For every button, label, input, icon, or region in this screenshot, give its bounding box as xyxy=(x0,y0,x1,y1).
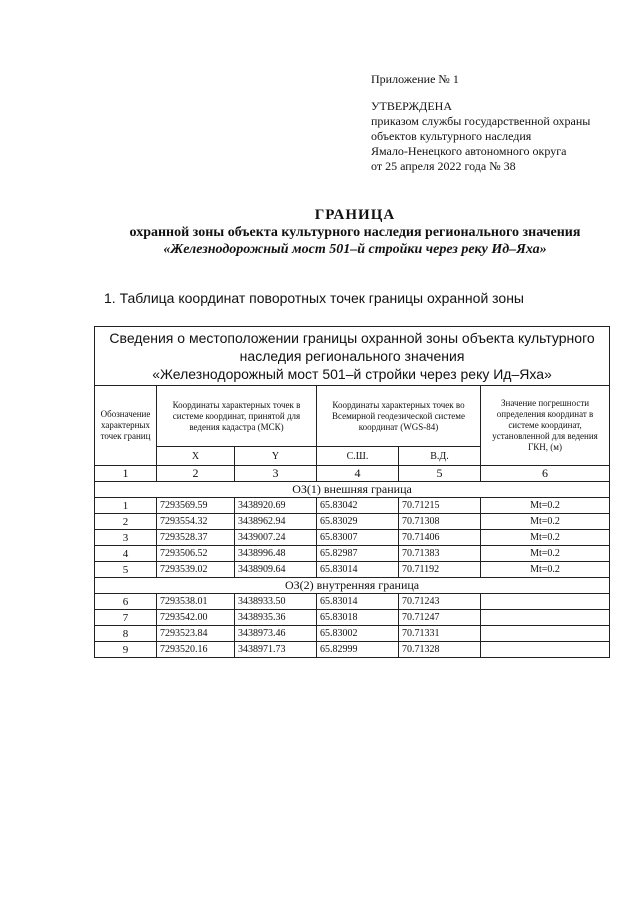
x-coordinate-cell: 7293506.52 xyxy=(157,546,235,562)
table-row xyxy=(95,498,610,514)
longitude-cell: 70.71243 xyxy=(399,594,481,610)
error-cell: Mt=0.2 xyxy=(481,562,610,578)
annex-label: Приложение № 1 xyxy=(371,72,459,86)
error-cell xyxy=(481,610,610,626)
longitude-cell: 70.71247 xyxy=(399,610,481,626)
latitude-cell: 65.82987 xyxy=(317,546,399,562)
y-coordinate-cell: 3438973.46 xyxy=(235,626,317,642)
column-number: 6 xyxy=(481,466,610,482)
error-cell xyxy=(481,642,610,658)
zone-label: ОЗ(1) внешняя граница xyxy=(95,482,610,498)
y-coordinate-cell: 3438909.64 xyxy=(235,562,317,578)
table-row xyxy=(95,514,610,530)
table-row xyxy=(95,642,610,658)
point-id-cell: 2 xyxy=(95,514,157,530)
point-id-cell: 1 xyxy=(95,498,157,514)
table-caption-line: наследия регионального значения xyxy=(239,348,465,364)
x-coordinate-cell: 7293523.84 xyxy=(157,626,235,642)
error-cell: Mt=0.2 xyxy=(481,498,610,514)
point-id-cell: 5 xyxy=(95,562,157,578)
approved-label: УТВЕРЖДЕНА xyxy=(371,99,453,113)
error-cell: Mt=0.2 xyxy=(481,514,610,530)
table-row xyxy=(95,610,610,626)
subheader-x: X xyxy=(157,447,235,466)
point-id-cell: 9 xyxy=(95,642,157,658)
error-cell: Mt=0.2 xyxy=(481,530,610,546)
point-id-cell: 8 xyxy=(95,626,157,642)
longitude-cell: 70.71308 xyxy=(399,514,481,530)
section-heading: 1. Таблица координат поворотных точек границы охранной зоны xyxy=(104,290,524,306)
table-caption-line: «Железнодорожный мост 501–й стройки через реку Ид–Яха» xyxy=(152,366,552,382)
longitude-cell: 70.71328 xyxy=(399,642,481,658)
x-coordinate-cell: 7293528.37 xyxy=(157,530,235,546)
coordinates-table xyxy=(94,326,610,658)
x-coordinate-cell: 7293538.01 xyxy=(157,594,235,610)
title-main: ГРАНИЦА xyxy=(314,207,396,223)
latitude-cell: 65.83029 xyxy=(317,514,399,530)
point-id-cell: 4 xyxy=(95,546,157,562)
approval-line: Ямало-Ненецкого автономного округа xyxy=(371,144,567,158)
point-id-cell: 6 xyxy=(95,594,157,610)
table-row xyxy=(95,594,610,610)
header-msk-coordinates: Координаты характерных точек в системе координат, принятой для ведения кадастра (МСК) xyxy=(157,386,317,447)
y-coordinate-cell: 3438933.50 xyxy=(235,594,317,610)
column-number: 1 xyxy=(95,466,157,482)
header-error-value: Значение погрешности определения координат в системе координат, установленной для ведения ГКН, (м) xyxy=(481,386,610,466)
title-object-name: «Железнодорожный мост 501–й стройки через реку Ид–Яха» xyxy=(163,242,547,257)
column-number: 2 xyxy=(157,466,235,482)
zone-row xyxy=(95,578,610,594)
point-id-cell: 3 xyxy=(95,530,157,546)
longitude-cell: 70.71192 xyxy=(399,562,481,578)
subheader-latitude: С.Ш. xyxy=(317,447,399,466)
approval-block xyxy=(371,72,621,174)
table-row xyxy=(95,562,610,578)
longitude-cell: 70.71406 xyxy=(399,530,481,546)
latitude-cell: 65.83014 xyxy=(317,562,399,578)
latitude-cell: 65.82999 xyxy=(317,642,399,658)
header-point-designation: Обозначение характерных точек границ xyxy=(95,386,157,466)
table-caption-line: Сведения о местоположении границы охранной зоны объекта культурного xyxy=(109,330,595,346)
y-coordinate-cell: 3438962.94 xyxy=(235,514,317,530)
longitude-cell: 70.71383 xyxy=(399,546,481,562)
latitude-cell: 65.83002 xyxy=(317,626,399,642)
x-coordinate-cell: 7293554.32 xyxy=(157,514,235,530)
y-coordinate-cell: 3438971.73 xyxy=(235,642,317,658)
error-cell xyxy=(481,626,610,642)
y-coordinate-cell: 3438920.69 xyxy=(235,498,317,514)
column-number-row xyxy=(95,466,610,482)
zone-label: ОЗ(2) внутренняя граница xyxy=(95,578,610,594)
document-title xyxy=(60,206,640,258)
point-id-cell: 7 xyxy=(95,610,157,626)
header-wgs-coordinates: Координаты характерных точек во Всемирной геодезической системе координат (WGS-84) xyxy=(317,386,481,447)
title-subtitle: охранной зоны объекта культурного наследия регионального значения xyxy=(129,225,581,240)
longitude-cell: 70.71215 xyxy=(399,498,481,514)
subheader-longitude: В.Д. xyxy=(399,447,481,466)
x-coordinate-cell: 7293539.02 xyxy=(157,562,235,578)
latitude-cell: 65.83042 xyxy=(317,498,399,514)
error-cell: Mt=0.2 xyxy=(481,546,610,562)
table-row xyxy=(95,546,610,562)
latitude-cell: 65.83018 xyxy=(317,610,399,626)
x-coordinate-cell: 7293520.16 xyxy=(157,642,235,658)
approval-line: объектов культурного наследия xyxy=(371,129,532,143)
y-coordinate-cell: 3438935.36 xyxy=(235,610,317,626)
table-row xyxy=(95,530,610,546)
y-coordinate-cell: 3439007.24 xyxy=(235,530,317,546)
approval-line: приказом службы государственной охраны xyxy=(371,114,591,128)
y-coordinate-cell: 3438996.48 xyxy=(235,546,317,562)
longitude-cell: 70.71331 xyxy=(399,626,481,642)
latitude-cell: 65.83007 xyxy=(317,530,399,546)
approval-date-line: от 25 апреля 2022 года № 38 xyxy=(371,159,516,173)
column-number: 5 xyxy=(399,466,481,482)
zone-row xyxy=(95,482,610,498)
error-cell xyxy=(481,594,610,610)
x-coordinate-cell: 7293542.00 xyxy=(157,610,235,626)
table-caption xyxy=(95,327,610,386)
column-number: 4 xyxy=(317,466,399,482)
subheader-y: Y xyxy=(235,447,317,466)
table-row xyxy=(95,626,610,642)
column-number: 3 xyxy=(235,466,317,482)
latitude-cell: 65.83014 xyxy=(317,594,399,610)
x-coordinate-cell: 7293569.59 xyxy=(157,498,235,514)
